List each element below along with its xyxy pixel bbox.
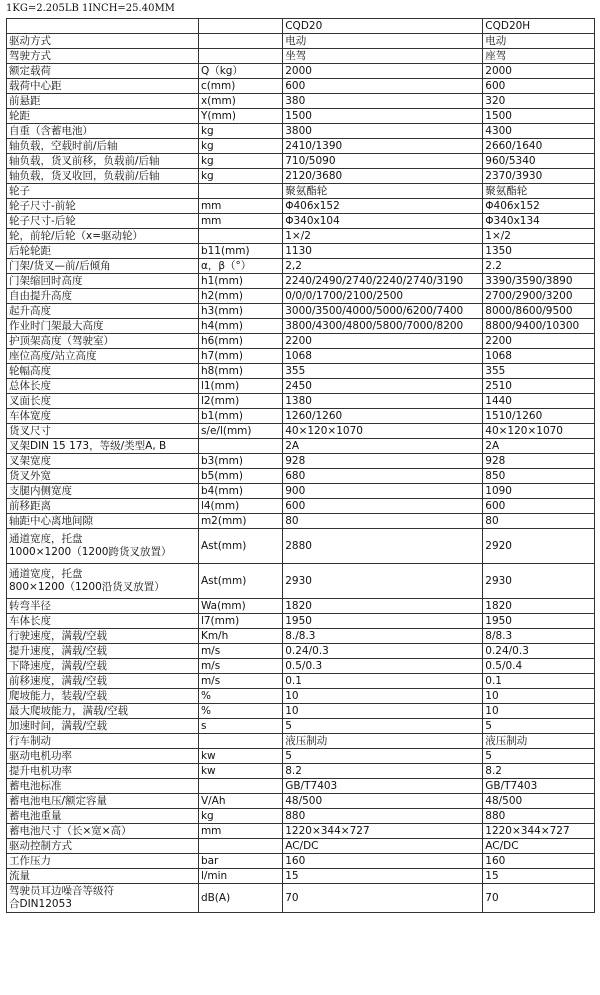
spec-value-cqd20: 928 bbox=[283, 454, 483, 469]
table-row bbox=[7, 169, 595, 184]
spec-value-cqd20h: 880 bbox=[483, 809, 595, 824]
table-row bbox=[7, 184, 595, 199]
spec-value-cqd20h: 2000 bbox=[483, 64, 595, 79]
spec-unit: b3(mm) bbox=[198, 454, 282, 469]
spec-value-cqd20: 160 bbox=[283, 854, 483, 869]
spec-value-cqd20: 600 bbox=[283, 499, 483, 514]
spec-label: 下降速度，满载/空载 bbox=[7, 659, 199, 674]
spec-unit: kw bbox=[198, 764, 282, 779]
spec-value-cqd20: 1950 bbox=[283, 614, 483, 629]
spec-value-cqd20h: 2920 bbox=[483, 529, 595, 564]
spec-value-cqd20h: 2370/3930 bbox=[483, 169, 595, 184]
spec-unit: l/min bbox=[198, 869, 282, 884]
table-row bbox=[7, 599, 595, 614]
table-row bbox=[7, 244, 595, 259]
spec-label: 轴距中心离地间隙 bbox=[7, 514, 199, 529]
spec-value-cqd20h: 8/8.3 bbox=[483, 629, 595, 644]
spec-value-cqd20: 2000 bbox=[283, 64, 483, 79]
spec-value-cqd20h: 2A bbox=[483, 439, 595, 454]
table-row bbox=[7, 319, 595, 334]
spec-value-cqd20h: 1068 bbox=[483, 349, 595, 364]
spec-value-cqd20: 1130 bbox=[283, 244, 483, 259]
spec-value-cqd20h: 850 bbox=[483, 469, 595, 484]
spec-label: 蓄电池标准 bbox=[7, 779, 199, 794]
spec-label: 座位高度/站立高度 bbox=[7, 349, 199, 364]
spec-unit: h3(mm) bbox=[198, 304, 282, 319]
table-row bbox=[7, 779, 595, 794]
spec-value-cqd20h: 1×/2 bbox=[483, 229, 595, 244]
spec-unit: % bbox=[198, 704, 282, 719]
spec-label: 通道宽度，托盘 1000×1200（1200跨货叉放置） bbox=[7, 529, 199, 564]
spec-value-cqd20h: AC/DC bbox=[483, 839, 595, 854]
spec-value-cqd20: 0.24/0.3 bbox=[283, 644, 483, 659]
spec-value-cqd20h: 1500 bbox=[483, 109, 595, 124]
spec-value-cqd20h: 320 bbox=[483, 94, 595, 109]
table-row bbox=[7, 109, 595, 124]
spec-unit: % bbox=[198, 689, 282, 704]
spec-value-cqd20h: 2.2 bbox=[483, 259, 595, 274]
spec-value-cqd20h: 1220×344×727 bbox=[483, 824, 595, 839]
table-row bbox=[7, 394, 595, 409]
spec-label: 额定载荷 bbox=[7, 64, 199, 79]
spec-value-cqd20h: 3390/3590/3890 bbox=[483, 274, 595, 289]
table-row bbox=[7, 514, 595, 529]
table-row bbox=[7, 409, 595, 424]
spec-label: 车体宽度 bbox=[7, 409, 199, 424]
table-row bbox=[7, 49, 595, 64]
spec-value-cqd20: 1220×344×727 bbox=[283, 824, 483, 839]
table-row bbox=[7, 644, 595, 659]
header-model-cqd20: CQD20 bbox=[283, 19, 483, 34]
table-row bbox=[7, 749, 595, 764]
spec-unit bbox=[198, 439, 282, 454]
spec-value-cqd20h: 聚氨酯轮 bbox=[483, 184, 595, 199]
spec-label: 作业时门架最大高度 bbox=[7, 319, 199, 334]
spec-label: 车体长度 bbox=[7, 614, 199, 629]
spec-label: 护顶架高度（驾驶室） bbox=[7, 334, 199, 349]
header-cell bbox=[198, 19, 282, 34]
table-row bbox=[7, 124, 595, 139]
spec-value-cqd20: 2A bbox=[283, 439, 483, 454]
spec-value-cqd20: 2930 bbox=[283, 564, 483, 599]
table-row bbox=[7, 794, 595, 809]
spec-value-cqd20: 680 bbox=[283, 469, 483, 484]
spec-value-cqd20h: 8800/9400/10300 bbox=[483, 319, 595, 334]
table-row bbox=[7, 364, 595, 379]
spec-label: 门架/货叉—前/后倾角 bbox=[7, 259, 199, 274]
spec-value-cqd20h: 10 bbox=[483, 704, 595, 719]
spec-value-cqd20: 10 bbox=[283, 704, 483, 719]
spec-unit: kg bbox=[198, 809, 282, 824]
spec-value-cqd20h: 2510 bbox=[483, 379, 595, 394]
spec-unit: Ast(mm) bbox=[198, 564, 282, 599]
spec-value-cqd20: 1820 bbox=[283, 599, 483, 614]
spec-label: 通道宽度，托盘 800×1200（1200沿货叉放置） bbox=[7, 564, 199, 599]
spec-value-cqd20h: GB/T7403 bbox=[483, 779, 595, 794]
spec-label: 轮幅高度 bbox=[7, 364, 199, 379]
spec-label: 驱动电机功率 bbox=[7, 749, 199, 764]
table-row bbox=[7, 304, 595, 319]
spec-unit: b11(mm) bbox=[198, 244, 282, 259]
spec-value-cqd20: 5 bbox=[283, 719, 483, 734]
spec-unit: l4(mm) bbox=[198, 499, 282, 514]
spec-label: 门架缩回时高度 bbox=[7, 274, 199, 289]
spec-label: 提升电机功率 bbox=[7, 764, 199, 779]
table-row bbox=[7, 629, 595, 644]
spec-unit: Y(mm) bbox=[198, 109, 282, 124]
spec-unit: dB(A) bbox=[198, 884, 282, 913]
spec-unit: b4(mm) bbox=[198, 484, 282, 499]
spec-value-cqd20: 380 bbox=[283, 94, 483, 109]
table-row bbox=[7, 659, 595, 674]
table-row bbox=[7, 499, 595, 514]
spec-value-cqd20h: 10 bbox=[483, 689, 595, 704]
spec-label: 驱动控制方式 bbox=[7, 839, 199, 854]
spec-label: 提升速度，满载/空载 bbox=[7, 644, 199, 659]
spec-unit: mm bbox=[198, 214, 282, 229]
spec-value-cqd20: GB/T7403 bbox=[283, 779, 483, 794]
spec-label: 前悬距 bbox=[7, 94, 199, 109]
spec-value-cqd20h: 2930 bbox=[483, 564, 595, 599]
spec-label: 行车制动 bbox=[7, 734, 199, 749]
spec-value-cqd20h: 1350 bbox=[483, 244, 595, 259]
spec-value-cqd20h: 2700/2900/3200 bbox=[483, 289, 595, 304]
spec-label: 转弯半径 bbox=[7, 599, 199, 614]
spec-label: 行驶速度，满载/空载 bbox=[7, 629, 199, 644]
spec-value-cqd20h: 600 bbox=[483, 79, 595, 94]
spec-value-cqd20: 1380 bbox=[283, 394, 483, 409]
spec-value-cqd20h: 928 bbox=[483, 454, 595, 469]
table-row bbox=[7, 139, 595, 154]
spec-value-cqd20: 2,2 bbox=[283, 259, 483, 274]
spec-value-cqd20h: 2200 bbox=[483, 334, 595, 349]
spec-value-cqd20h: 40×120×1070 bbox=[483, 424, 595, 439]
spec-unit: b5(mm) bbox=[198, 469, 282, 484]
spec-value-cqd20h: 0.24/0.3 bbox=[483, 644, 595, 659]
spec-value-cqd20: 40×120×1070 bbox=[283, 424, 483, 439]
spec-value-cqd20: 8./8.3 bbox=[283, 629, 483, 644]
spec-label: 支腿内侧宽度 bbox=[7, 484, 199, 499]
spec-value-cqd20h: 8000/8600/9500 bbox=[483, 304, 595, 319]
spec-value-cqd20: 70 bbox=[283, 884, 483, 913]
spec-unit: l2(mm) bbox=[198, 394, 282, 409]
table-row bbox=[7, 454, 595, 469]
spec-unit: s bbox=[198, 719, 282, 734]
table-row bbox=[7, 564, 595, 599]
spec-label: 轴负载，货叉收回，负载前/后轴 bbox=[7, 169, 199, 184]
table-row bbox=[7, 839, 595, 854]
spec-value-cqd20: 3800 bbox=[283, 124, 483, 139]
spec-unit: l7(mm) bbox=[198, 614, 282, 629]
spec-unit: l1(mm) bbox=[198, 379, 282, 394]
spec-unit: h8(mm) bbox=[198, 364, 282, 379]
spec-unit: kg bbox=[198, 124, 282, 139]
spec-value-cqd20: 710/5090 bbox=[283, 154, 483, 169]
table-row bbox=[7, 809, 595, 824]
table-row bbox=[7, 229, 595, 244]
spec-value-cqd20h: 2660/1640 bbox=[483, 139, 595, 154]
spec-value-cqd20h: 160 bbox=[483, 854, 595, 869]
spec-unit: c(mm) bbox=[198, 79, 282, 94]
spec-value-cqd20h: Φ340x134 bbox=[483, 214, 595, 229]
spec-label: 轮子 bbox=[7, 184, 199, 199]
spec-value-cqd20: 8.2 bbox=[283, 764, 483, 779]
spec-unit: m/s bbox=[198, 674, 282, 689]
table-row bbox=[7, 64, 595, 79]
spec-value-cqd20: 2240/2490/2740/2240/2740/3190 bbox=[283, 274, 483, 289]
spec-label: 叉面长度 bbox=[7, 394, 199, 409]
spec-label: 货叉尺寸 bbox=[7, 424, 199, 439]
spec-value-cqd20h: 5 bbox=[483, 749, 595, 764]
spec-label: 轴负载，空载时前/后轴 bbox=[7, 139, 199, 154]
spec-value-cqd20: 880 bbox=[283, 809, 483, 824]
spec-value-cqd20h: 1820 bbox=[483, 599, 595, 614]
spec-label: 蓄电池尺寸（长×宽×高） bbox=[7, 824, 199, 839]
spec-label: 轮子尺寸-前轮 bbox=[7, 199, 199, 214]
table-row bbox=[7, 764, 595, 779]
spec-value-cqd20: 1068 bbox=[283, 349, 483, 364]
spec-unit: h4(mm) bbox=[198, 319, 282, 334]
spec-value-cqd20: 600 bbox=[283, 79, 483, 94]
spec-unit: α，β（°） bbox=[198, 259, 282, 274]
table-row bbox=[7, 289, 595, 304]
spec-label: 流量 bbox=[7, 869, 199, 884]
spec-unit: kw bbox=[198, 749, 282, 764]
spec-value-cqd20: 液压制动 bbox=[283, 734, 483, 749]
spec-value-cqd20h: 70 bbox=[483, 884, 595, 913]
table-row bbox=[7, 704, 595, 719]
spec-unit: h7(mm) bbox=[198, 349, 282, 364]
header-model-cqd20h: CQD20H bbox=[483, 19, 595, 34]
spec-value-cqd20: Φ406x152 bbox=[283, 199, 483, 214]
spec-value-cqd20h: 1510/1260 bbox=[483, 409, 595, 424]
spec-label: 起升高度 bbox=[7, 304, 199, 319]
spec-label: 货叉外宽 bbox=[7, 469, 199, 484]
spec-value-cqd20: 2120/3680 bbox=[283, 169, 483, 184]
spec-value-cqd20: 2450 bbox=[283, 379, 483, 394]
unit-conversion-note: 1KG=2.205LB 1INCH=25.40MM bbox=[6, 3, 175, 14]
spec-value-cqd20: 5 bbox=[283, 749, 483, 764]
spec-unit: V/Ah bbox=[198, 794, 282, 809]
spec-value-cqd20: 聚氨酯轮 bbox=[283, 184, 483, 199]
spec-unit: bar bbox=[198, 854, 282, 869]
spec-label: 前移距离 bbox=[7, 499, 199, 514]
spec-value-cqd20: 电动 bbox=[283, 34, 483, 49]
table-row bbox=[7, 734, 595, 749]
spec-unit: s/e/l(mm) bbox=[198, 424, 282, 439]
spec-value-cqd20h: 座驾 bbox=[483, 49, 595, 64]
table-row bbox=[7, 439, 595, 454]
spec-unit: h2(mm) bbox=[198, 289, 282, 304]
spec-value-cqd20h: 48/500 bbox=[483, 794, 595, 809]
table-row bbox=[7, 869, 595, 884]
spec-value-cqd20: 15 bbox=[283, 869, 483, 884]
table-row bbox=[7, 379, 595, 394]
header-row bbox=[7, 19, 595, 34]
spec-value-cqd20: 0.5/0.3 bbox=[283, 659, 483, 674]
spec-value-cqd20h: 4300 bbox=[483, 124, 595, 139]
spec-value-cqd20: Φ340x104 bbox=[283, 214, 483, 229]
spec-unit bbox=[198, 839, 282, 854]
spec-value-cqd20h: 80 bbox=[483, 514, 595, 529]
spec-value-cqd20h: 1950 bbox=[483, 614, 595, 629]
table-row bbox=[7, 79, 595, 94]
spec-value-cqd20h: 960/5340 bbox=[483, 154, 595, 169]
table-row bbox=[7, 424, 595, 439]
spec-unit: h6(mm) bbox=[198, 334, 282, 349]
spec-value-cqd20: 1260/1260 bbox=[283, 409, 483, 424]
table-row bbox=[7, 719, 595, 734]
table-row bbox=[7, 884, 595, 913]
spec-unit: mm bbox=[198, 199, 282, 214]
spec-label: 轴负载，货叉前移，负载前/后轴 bbox=[7, 154, 199, 169]
spec-value-cqd20h: 电动 bbox=[483, 34, 595, 49]
spec-unit: m/s bbox=[198, 644, 282, 659]
spec-label: 蓄电池重量 bbox=[7, 809, 199, 824]
spec-unit bbox=[198, 734, 282, 749]
spec-label: 自重（含蓄电池） bbox=[7, 124, 199, 139]
spec-label: 自由提升高度 bbox=[7, 289, 199, 304]
spec-value-cqd20: 1500 bbox=[283, 109, 483, 124]
spec-unit: kg bbox=[198, 139, 282, 154]
spec-unit: kg bbox=[198, 154, 282, 169]
spec-label: 加速时间，满载/空载 bbox=[7, 719, 199, 734]
spec-value-cqd20: 2880 bbox=[283, 529, 483, 564]
spec-value-cqd20h: 8.2 bbox=[483, 764, 595, 779]
table-row bbox=[7, 154, 595, 169]
spec-unit bbox=[198, 779, 282, 794]
header-cell bbox=[7, 19, 199, 34]
spec-unit: mm bbox=[198, 824, 282, 839]
table-row bbox=[7, 214, 595, 229]
table-row bbox=[7, 469, 595, 484]
spec-value-cqd20: 2200 bbox=[283, 334, 483, 349]
spec-value-cqd20h: 1090 bbox=[483, 484, 595, 499]
table-row bbox=[7, 824, 595, 839]
spec-label: 蓄电池电压/额定容量 bbox=[7, 794, 199, 809]
table-row bbox=[7, 274, 595, 289]
spec-table bbox=[6, 18, 595, 913]
table-row bbox=[7, 334, 595, 349]
spec-unit: b1(mm) bbox=[198, 409, 282, 424]
spec-value-cqd20: AC/DC bbox=[283, 839, 483, 854]
spec-label: 驾驶方式 bbox=[7, 49, 199, 64]
spec-label: 驱动方式 bbox=[7, 34, 199, 49]
spec-value-cqd20: 坐驾 bbox=[283, 49, 483, 64]
spec-value-cqd20h: 600 bbox=[483, 499, 595, 514]
table-row bbox=[7, 689, 595, 704]
spec-label: 轮，前轮/后轮（x=驱动轮） bbox=[7, 229, 199, 244]
spec-unit: Ast(mm) bbox=[198, 529, 282, 564]
spec-label: 驾驶员耳边噪音等级符 合DIN12053 bbox=[7, 884, 199, 913]
spec-unit bbox=[198, 34, 282, 49]
table-row bbox=[7, 199, 595, 214]
table-row bbox=[7, 34, 595, 49]
spec-unit: kg bbox=[198, 169, 282, 184]
table-row bbox=[7, 529, 595, 564]
table-row bbox=[7, 349, 595, 364]
spec-unit: h1(mm) bbox=[198, 274, 282, 289]
table-row bbox=[7, 94, 595, 109]
spec-value-cqd20: 355 bbox=[283, 364, 483, 379]
spec-label: 轮距 bbox=[7, 109, 199, 124]
spec-value-cqd20h: Φ406x152 bbox=[483, 199, 595, 214]
table-row bbox=[7, 614, 595, 629]
spec-label: 爬坡能力，装载/空载 bbox=[7, 689, 199, 704]
spec-unit: Km/h bbox=[198, 629, 282, 644]
spec-value-cqd20: 80 bbox=[283, 514, 483, 529]
spec-label: 总体长度 bbox=[7, 379, 199, 394]
spec-label: 叉架宽度 bbox=[7, 454, 199, 469]
spec-unit: m2(mm) bbox=[198, 514, 282, 529]
spec-label: 轮子尺寸-后轮 bbox=[7, 214, 199, 229]
spec-label: 载荷中心距 bbox=[7, 79, 199, 94]
spec-value-cqd20: 900 bbox=[283, 484, 483, 499]
spec-value-cqd20h: 0.5/0.4 bbox=[483, 659, 595, 674]
spec-value-cqd20: 10 bbox=[283, 689, 483, 704]
spec-value-cqd20: 1×/2 bbox=[283, 229, 483, 244]
spec-label: 叉架DIN 15 173，等级/类型A, B bbox=[7, 439, 199, 454]
table-row bbox=[7, 259, 595, 274]
spec-value-cqd20h: 0.1 bbox=[483, 674, 595, 689]
spec-value-cqd20h: 5 bbox=[483, 719, 595, 734]
spec-label: 前移速度，满载/空载 bbox=[7, 674, 199, 689]
table-row bbox=[7, 674, 595, 689]
spec-unit bbox=[198, 49, 282, 64]
spec-unit: x(mm) bbox=[198, 94, 282, 109]
spec-unit: Wa(mm) bbox=[198, 599, 282, 614]
spec-value-cqd20h: 液压制动 bbox=[483, 734, 595, 749]
spec-label: 最大爬坡能力，满载/空载 bbox=[7, 704, 199, 719]
spec-value-cqd20: 2410/1390 bbox=[283, 139, 483, 154]
spec-value-cqd20h: 355 bbox=[483, 364, 595, 379]
spec-unit: Q（kg） bbox=[198, 64, 282, 79]
spec-value-cqd20: 3000/3500/4000/5000/6200/7400 bbox=[283, 304, 483, 319]
spec-value-cqd20: 0/0/0/1700/2100/2500 bbox=[283, 289, 483, 304]
spec-unit bbox=[198, 229, 282, 244]
table-row bbox=[7, 854, 595, 869]
spec-value-cqd20: 3800/4300/4800/5800/7000/8200 bbox=[283, 319, 483, 334]
spec-value-cqd20h: 1440 bbox=[483, 394, 595, 409]
spec-unit bbox=[198, 184, 282, 199]
spec-label: 后轮轮距 bbox=[7, 244, 199, 259]
spec-label: 工作压力 bbox=[7, 854, 199, 869]
table-row bbox=[7, 484, 595, 499]
spec-value-cqd20: 48/500 bbox=[283, 794, 483, 809]
spec-value-cqd20: 0.1 bbox=[283, 674, 483, 689]
spec-unit: m/s bbox=[198, 659, 282, 674]
spec-value-cqd20h: 15 bbox=[483, 869, 595, 884]
